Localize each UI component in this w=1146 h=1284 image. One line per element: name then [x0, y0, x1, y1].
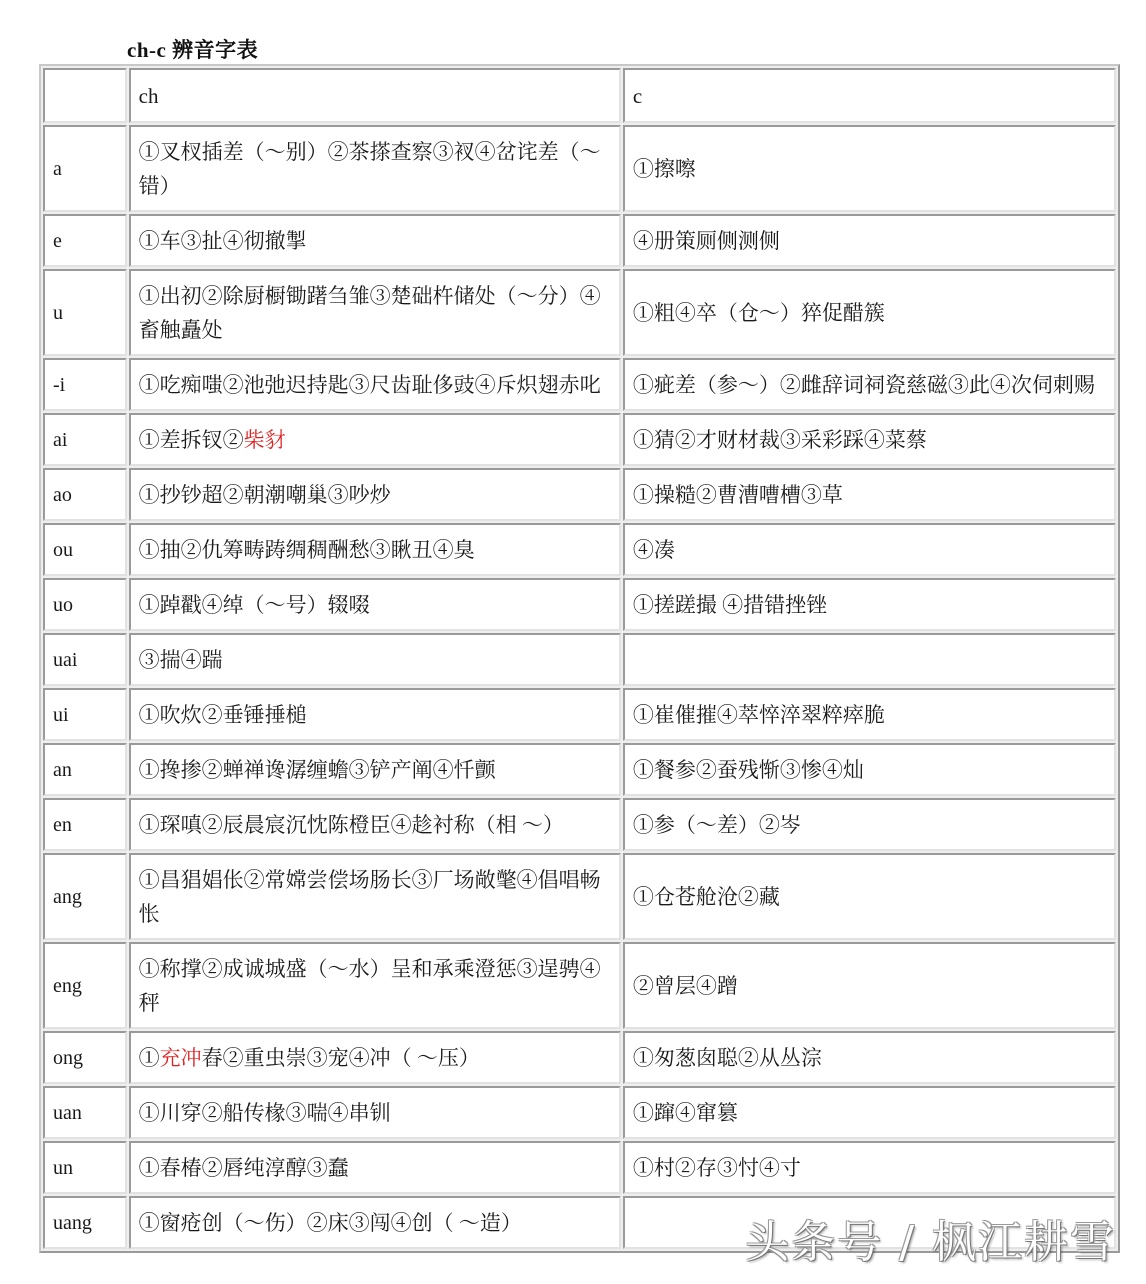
- table-row: [43, 269, 1116, 356]
- final-key: ang: [43, 853, 127, 940]
- table-header-row: [43, 68, 1116, 123]
- c-chars: ①猜②才财材裁③采彩踩④菜蔡: [623, 413, 1116, 466]
- c-chars: ①操糙②曹漕嘈槽③草: [623, 468, 1116, 521]
- final-key: en: [43, 798, 127, 851]
- watermark: 头条号 / 枫江耕雪: [745, 1217, 1116, 1268]
- final-key: u: [43, 269, 127, 356]
- c-chars: ①匆葱囱聪②从丛淙: [623, 1031, 1116, 1084]
- final-key: eng: [43, 942, 127, 1029]
- highlighted-chars: 充冲: [159, 1046, 202, 1070]
- c-chars: ①村②存③忖④寸: [623, 1141, 1116, 1194]
- ch-chars: [129, 1031, 621, 1084]
- c-chars: ④凑: [623, 523, 1116, 576]
- table-row: [43, 798, 1116, 851]
- final-key: uo: [43, 578, 127, 631]
- header-blank-cell: [43, 68, 127, 123]
- ch-chars: ①踔戳④绰（～号）辍啜: [129, 578, 621, 631]
- table-row: [43, 853, 1116, 940]
- c-chars: ①参（～差）②岑: [623, 798, 1116, 851]
- table-row: [43, 1031, 1116, 1084]
- final-key: -i: [43, 358, 127, 411]
- c-chars: ①蹿④窜篡: [623, 1086, 1116, 1139]
- c-chars: ②曾层④蹭: [623, 942, 1116, 1029]
- c-chars: ①崔催摧④萃悴淬翠粹瘁脆: [623, 688, 1116, 741]
- final-key: uang: [43, 1196, 127, 1249]
- ch-chars-suffix: 舂②重虫崇③宠④冲（ ～压）: [201, 1046, 480, 1070]
- c-chars: ④册策厕侧测侧: [623, 214, 1116, 267]
- final-key: ao: [43, 468, 127, 521]
- final-key: an: [43, 743, 127, 796]
- c-chars: ①擦嚓: [623, 125, 1116, 212]
- ch-chars: ③揣④踹: [129, 633, 621, 686]
- ch-chars-prefix: ①: [138, 1046, 160, 1070]
- ch-chars: ①称撑②成诚城盛（～水）呈和承乘澄惩③逞骋④秤: [129, 942, 621, 1029]
- ch-chars: ①车③扯④彻撤掣: [129, 214, 621, 267]
- final-key: uai: [43, 633, 127, 686]
- page-title: ch-c 辨音字表: [127, 38, 259, 62]
- pinyin-distinction-table: [39, 64, 1120, 1253]
- ch-chars: ①吃痴嗤②池弛迟持匙③尺齿耻侈豉④斥炽翅赤叱: [129, 358, 621, 411]
- table-row: [43, 633, 1116, 686]
- ch-chars: ①昌猖娼伥②常嫦尝偿场肠长③厂场敞氅④倡唱畅怅: [129, 853, 621, 940]
- ch-chars: ①出初②除厨橱锄躇刍雏③楚础杵储处（～分）④畜触矗处: [129, 269, 621, 356]
- ch-chars: ①春椿②唇纯淳醇③蠢: [129, 1141, 621, 1194]
- table-row: [43, 523, 1116, 576]
- table-row: [43, 413, 1116, 466]
- ch-chars-prefix: ①差拆钗②: [138, 428, 244, 452]
- ch-chars: ①吹炊②垂锤捶槌: [129, 688, 621, 741]
- table-row: [43, 1086, 1116, 1139]
- c-chars: ①仓苍舱沧②藏: [623, 853, 1116, 940]
- table-row: [43, 743, 1116, 796]
- ch-chars: ①川穿②船传椽③喘④串钏: [129, 1086, 621, 1139]
- c-chars: ①餐参②蚕残惭③惨④灿: [623, 743, 1116, 796]
- final-key: ui: [43, 688, 127, 741]
- final-key: un: [43, 1141, 127, 1194]
- c-chars: ①粗④卒（仓～）猝促醋簇: [623, 269, 1116, 356]
- final-key: ong: [43, 1031, 127, 1084]
- final-key: a: [43, 125, 127, 212]
- table-row: [43, 125, 1116, 212]
- ch-chars: ①抄钞超②朝潮嘲巢③吵炒: [129, 468, 621, 521]
- final-key: e: [43, 214, 127, 267]
- table-row: [43, 1141, 1116, 1194]
- c-chars: [623, 633, 1116, 686]
- ch-chars: ①抽②仇筹畴踌绸稠酬愁③瞅丑④臭: [129, 523, 621, 576]
- final-key: uan: [43, 1086, 127, 1139]
- ch-chars: ①琛嗔②辰晨宸沉忱陈橙臣④趁衬称（相 ～）: [129, 798, 621, 851]
- final-key: ou: [43, 523, 127, 576]
- table-row: [43, 468, 1116, 521]
- c-chars: ①疵差（参～）②雌辞词祠瓷慈磁③此④次伺刺赐: [623, 358, 1116, 411]
- header-c: c: [623, 68, 1116, 123]
- ch-chars: ①叉杈插差（～别）②茶搽查察③衩④岔诧差（～错）: [129, 125, 621, 212]
- highlighted-chars: 柴豺: [243, 428, 286, 452]
- final-key: ai: [43, 413, 127, 466]
- ch-chars: [129, 413, 621, 466]
- ch-chars: ①搀掺②蝉禅谗潺缠蟾③铲产阐④忏颤: [129, 743, 621, 796]
- c-chars: ①搓蹉撮 ④措错挫锉: [623, 578, 1116, 631]
- table-row: [43, 358, 1116, 411]
- header-ch: ch: [129, 68, 621, 123]
- ch-chars: ①窗疮创（～伤）②床③闯④创（ ～造）: [129, 1196, 621, 1249]
- table-row: [43, 942, 1116, 1029]
- table-row: [43, 688, 1116, 741]
- table-row: [43, 578, 1116, 631]
- table-row: [43, 214, 1116, 267]
